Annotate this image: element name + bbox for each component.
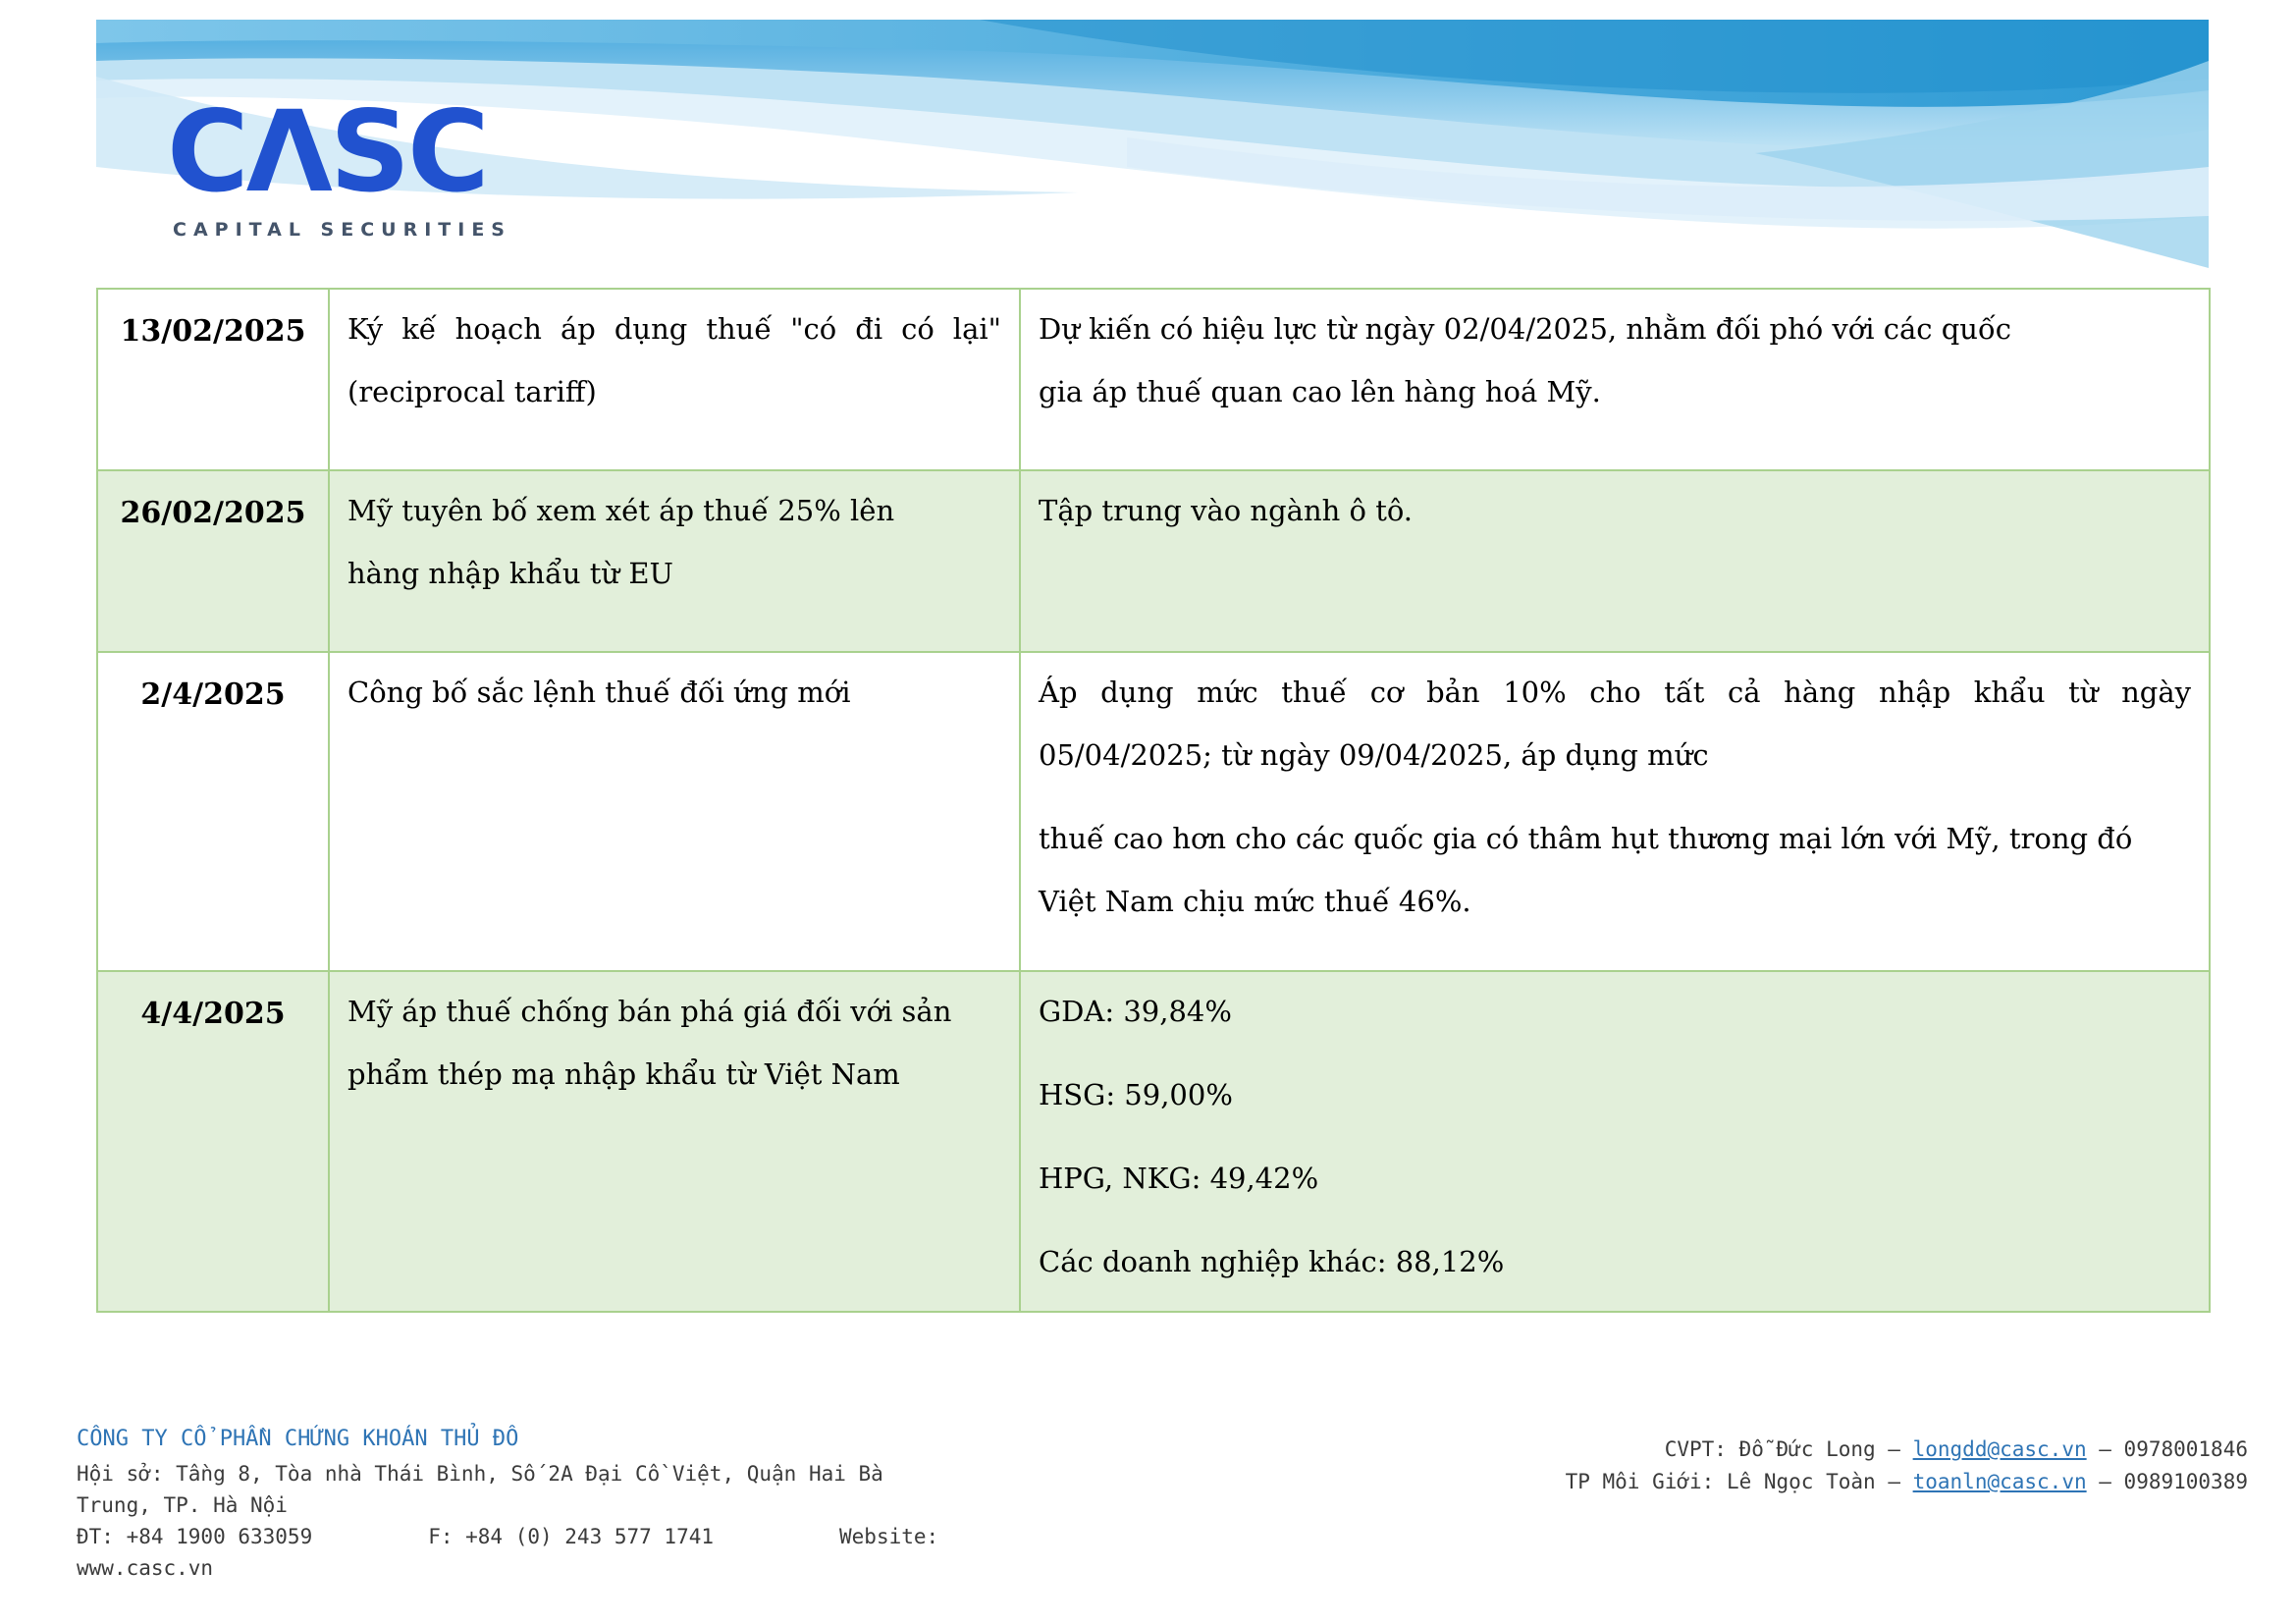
detail-line: gia áp thuế quan cao lên hàng hoá Mỹ. [1039,375,1601,408]
detail-line: 05/04/2025; từ ngày 09/04/2025, áp dụng mức [1039,738,1709,772]
detail-line: GDA: 39,84% [1039,995,1232,1028]
event-line: (reciprocal tariff) [347,375,597,408]
contact-line [1566,1434,2248,1466]
event-line: hàng nhập khẩu từ EU [347,557,673,590]
footer-company-block [77,1424,1205,1584]
tariff-timeline-table [96,288,2211,1313]
date-cell [98,653,330,972]
detail-line: Việt Nam chịu mức thuế 46%. [1039,885,1471,918]
website-label: Website: [839,1525,939,1548]
company-name: CÔNG TY CỔ PHẦN CHỨNG KHOÁN THỦ ĐÔ [77,1427,519,1451]
event-line: phẩm thép mạ nhập khẩu từ Việt Nam [347,1057,900,1091]
event-line: Mỹ tuyên bố xem xét áp thuế 25% lên [347,494,895,527]
event-cell [330,972,1021,1313]
event-cell [330,653,1021,972]
address-line: Trung, TP. Hà Nội [77,1493,288,1517]
detail-line: HSG: 59,00% [1039,1078,1233,1111]
date-cell [98,290,330,471]
detail-line: Dự kiến có hiệu lực từ ngày 02/04/2025, nhằm đối phó với các quốc [1039,312,2011,346]
detail-paragraph [1039,807,2191,933]
detail-cell [1021,290,2211,471]
contact-phone: – 0989100389 [2086,1470,2248,1493]
event-cell [330,290,1021,471]
header-banner [96,20,2209,268]
detail-line: HPG, NKG: 49,42% [1039,1162,1319,1195]
event-line: Mỹ áp thuế chống bán phá giá đối với sản [347,995,952,1028]
casc-logo [167,86,511,241]
detail-line: thuế cao hơn cho các quốc gia có thâm hụt thương mại lớn với Mỹ, trong đó [1039,822,2133,855]
date-text: 4/4/2025 [140,997,286,1031]
event-line: Công bố sắc lệnh thuế đối ứng mới [347,676,851,709]
contact-line [1566,1466,2248,1498]
table-row [98,653,2211,972]
fax-number: F: +84 (0) 243 577 1741 [428,1525,715,1548]
date-cell [98,471,330,653]
address-line: Hội sở: Tầng 8, Tòa nhà Thái Bình, Số 2A Đại Cồ Việt, Quận Hai Bà [77,1462,883,1486]
contact-label: CVPT: Đỗ Đức Long – [1664,1437,1913,1461]
phone-number: ĐT: +84 1900 633059 [77,1525,313,1548]
table-row [98,290,2211,471]
detail-cell [1021,471,2211,653]
detail-paragraph [1039,661,2191,786]
contact-email-link[interactable]: longdd@casc.vn [1912,1437,2087,1461]
detail-cell [1021,653,2211,972]
date-text: 2/4/2025 [140,677,286,712]
date-cell [98,972,330,1313]
detail-cell [1021,972,2211,1313]
logo-wordmark: CΛSC [167,86,487,217]
contact-label: TP Môi Giới: Lê Ngọc Toàn – [1565,1470,1913,1493]
date-text: 13/02/2025 [120,314,306,349]
date-text: 26/02/2025 [120,496,306,530]
logo-tagline: CAPITAL SECURITIES [173,219,511,241]
contact-email-link[interactable]: toanln@casc.vn [1912,1470,2087,1493]
footer-contacts-block [1566,1434,2248,1498]
detail-line: Áp dụng mức thuế cơ bản 10% cho tất cả hàng nhập khẩu từ ngày [1039,676,2191,709]
table-row [98,972,2211,1313]
event-line: Ký kế hoạch áp dụng thuế "có đi có lại" [347,312,1001,346]
website-url: www.casc.vn [77,1556,214,1580]
table-row [98,471,2211,653]
phone-fax-line [77,1521,1205,1552]
detail-line: Tập trung vào ngành ô tô. [1039,494,1414,527]
detail-line: Các doanh nghiệp khác: 88,12% [1039,1245,1505,1278]
event-cell [330,471,1021,653]
contact-phone: – 0978001846 [2086,1437,2248,1461]
